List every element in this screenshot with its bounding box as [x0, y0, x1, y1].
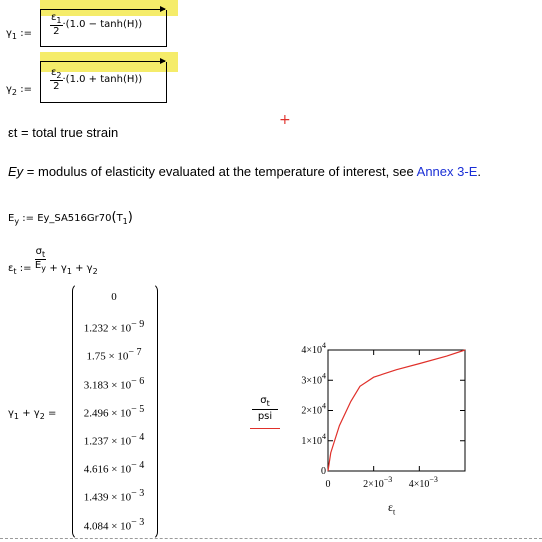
x-tick-label: 0 [325, 479, 331, 490]
series-line [328, 350, 465, 471]
matrix-value: $1.75 \times 10^{- 7}$ [86, 347, 142, 364]
page-break-line [0, 538, 542, 539]
y-tick-label: $4\times 10^4$ [301, 341, 326, 356]
gamma1-lhs: $\gamma_1$ := [6, 28, 32, 41]
y-tick-label: 0 [321, 466, 326, 477]
plot-frame [328, 350, 465, 471]
y-label-numerator: $\sigma_t$ [260, 395, 270, 408]
et-definition-text: εt = total true strain [8, 125, 119, 140]
gamma2-fraction: $\frac{\varepsilon_2}{2}$ ·(1.0 + tanh(H)) [51, 67, 143, 92]
matrix-value: $4.084 \times 10^{- 3}$ [83, 516, 145, 533]
matrix-value: 0 [111, 291, 117, 303]
matrix-value: $2.496 \times 10^{- 5}$ [83, 403, 145, 420]
x-tick-label: $2\times 10^{-3}$ [363, 475, 393, 490]
ey-definition-text: Ey = modulus of elasticity evaluated at the temperature of interest, see Annex 3-E. [8, 164, 481, 179]
x-tick-label: $4\times 10^{-3}$ [408, 475, 438, 490]
result-matrix[interactable] [74, 285, 154, 537]
stress-strain-chart[interactable] [270, 330, 480, 530]
matrix-value: $3.183 \times 10^{- 6}$ [83, 375, 145, 392]
insertion-cursor-icon: + [279, 112, 291, 128]
gamma2-definition[interactable] [6, 54, 176, 106]
y-tick-label: $2\times 10^4$ [301, 401, 326, 417]
y-tick-label: $1\times 10^4$ [301, 431, 326, 447]
ey-assignment[interactable]: $E_y$ := $Ey\_SA516Gr70(T_1)$ [8, 210, 133, 226]
sum-result-label: $\gamma_1 + \gamma_2$ = [8, 408, 57, 421]
et-fraction: $\frac{\sigma_t}{E_y}$ [34, 246, 46, 273]
y-tick-label: $3\times 10^4$ [301, 371, 326, 387]
matrix-value: $1.237 \times 10^{- 4}$ [83, 432, 145, 448]
chart-x-axis-label: $\varepsilon_t$ [388, 500, 396, 517]
matrix-value: $1.232 \times 10^{- 9}$ [83, 319, 145, 335]
et-assignment[interactable]: $\varepsilon_t$ := $\frac{\sigma_t}{E_y}$ + $\gamma_1 + \gamma_2$ [8, 246, 98, 276]
gamma1-fraction: $\frac{\varepsilon_1}{2}$ ·(1.0 − tanh(H)) [51, 12, 143, 37]
y-label-denominator: psi [257, 411, 273, 422]
matrix-value: $1.439 \times 10^{- 3}$ [83, 488, 145, 505]
annex-link[interactable]: Annex 3-E [416, 164, 478, 179]
gamma2-lhs: $\gamma_2$ := [6, 84, 32, 97]
matrix-value: $4.616 \times 10^{- 4}$ [83, 460, 145, 476]
gamma1-definition[interactable] [6, 2, 176, 50]
